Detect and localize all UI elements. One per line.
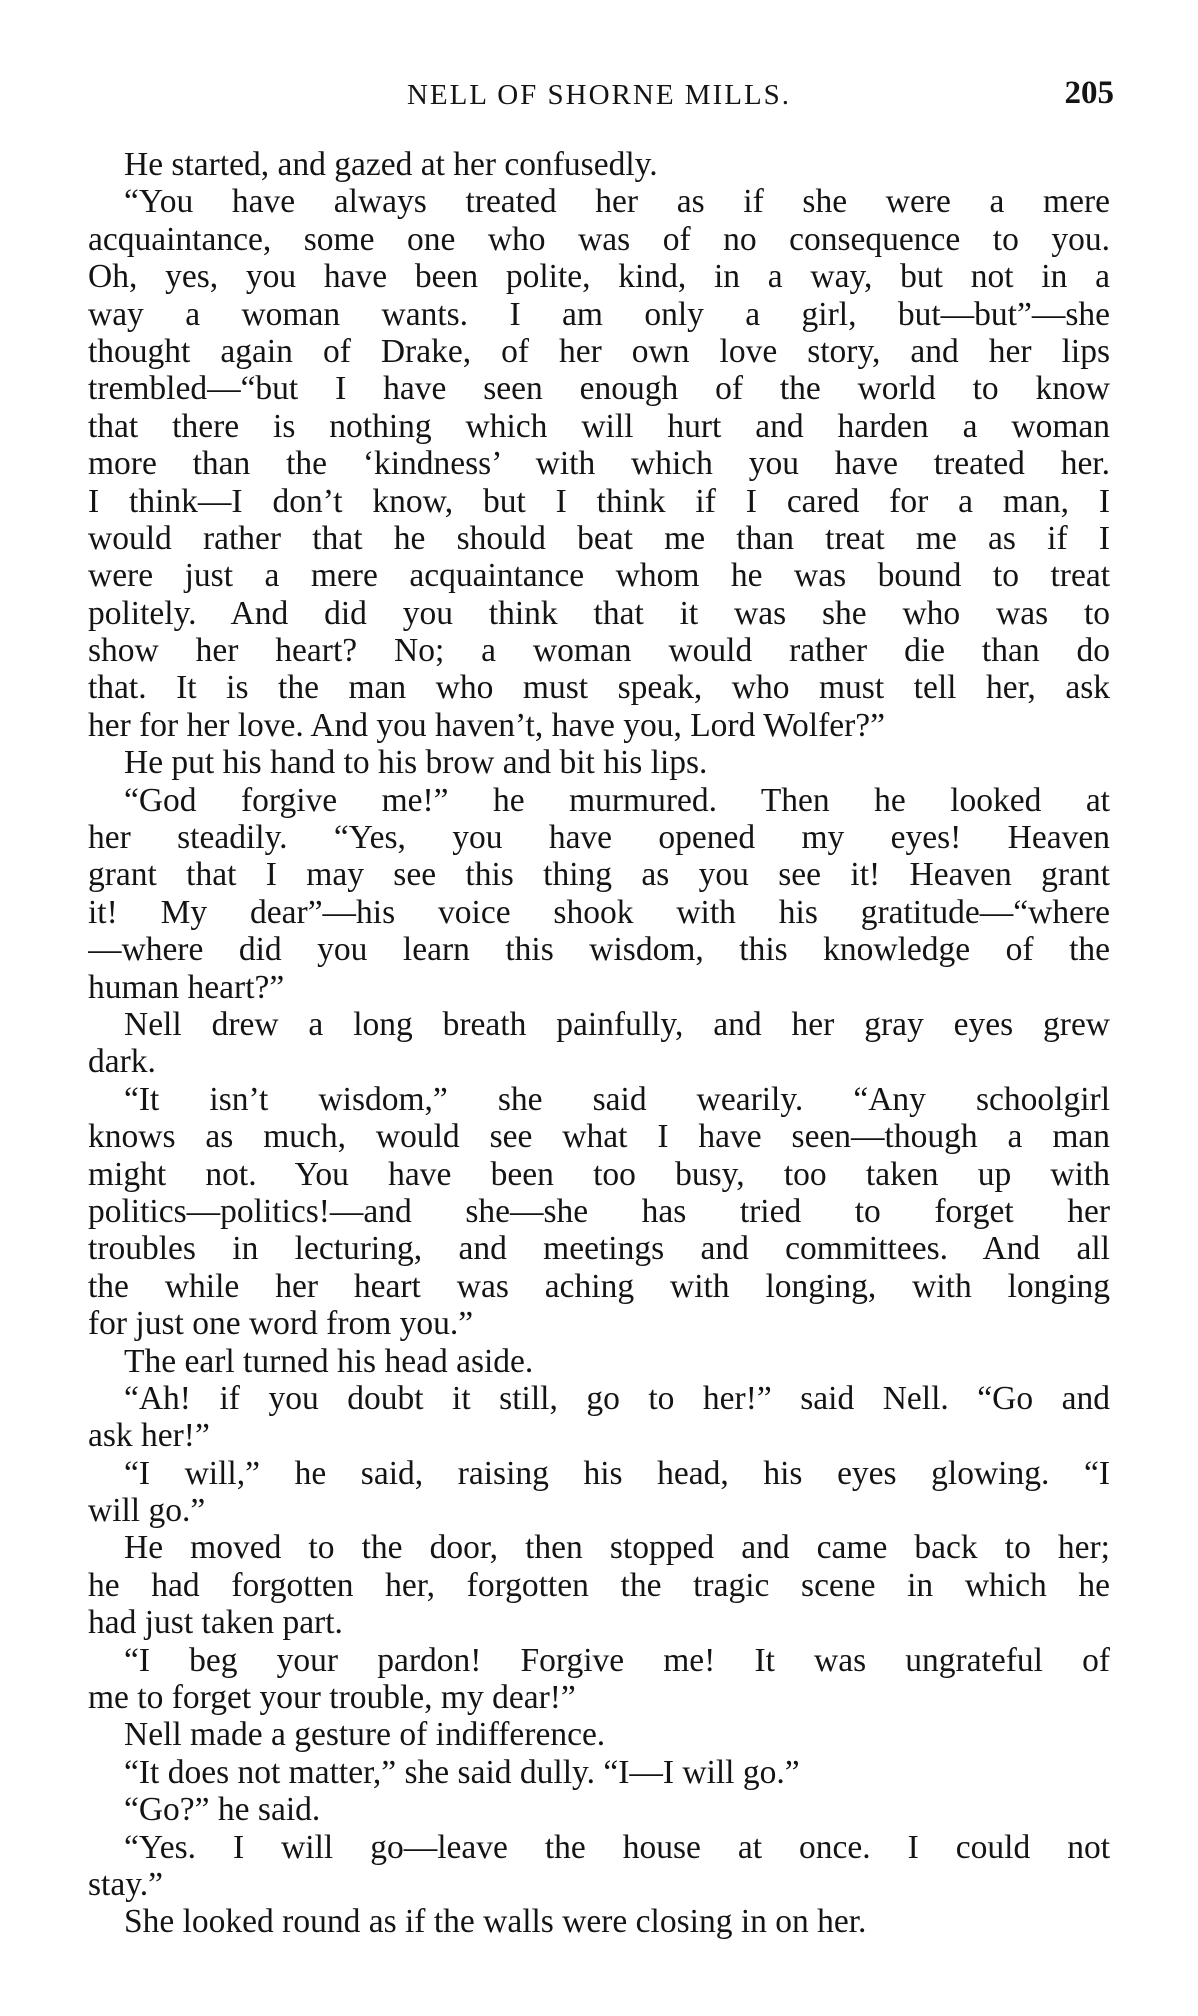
text-line: will go.”: [88, 1492, 206, 1530]
text-line: way a woman wants. I am only a girl, but—but”—she: [88, 295, 1110, 333]
text-line: Oh, yes, you have been polite, kind, in a way, but not in a: [88, 258, 1110, 296]
text-line: were just a mere acquaintance whom he was bound to treat: [88, 557, 1110, 595]
text-line: knows as much, would see what I have seen—though a man: [88, 1118, 1110, 1156]
text-line: her steadily. “Yes, you have opened my eyes! Heaven: [88, 819, 1110, 857]
text-line: that there is nothing which will hurt and harden a woman: [88, 407, 1110, 445]
text-line: would rather that he should beat me than treat me as if I: [88, 519, 1110, 557]
text-line: Nell drew a long breath painfully, and her gray eyes grew: [124, 1005, 1110, 1043]
text-line: human heart?”: [88, 968, 285, 1006]
text-line: troubles in lecturing, and meetings and committees. And all: [88, 1230, 1110, 1268]
text-line: “It isn’t wisdom,” she said wearily. “Any schoolgirl: [124, 1080, 1110, 1118]
text-line: acquaintance, some one who was of no consequence to you.: [88, 220, 1110, 258]
running-title: NELL OF SHORNE MILLS.: [406, 79, 792, 111]
body-text: [88, 146, 1110, 1941]
text-line: “It does not matter,” she said dully. “I—I will go.”: [124, 1753, 800, 1791]
text-line: “You have always treated her as if she were a mere: [124, 183, 1110, 221]
page-number: 205: [1064, 75, 1114, 111]
text-line: “God forgive me!” he murmured. Then he looked at: [124, 781, 1110, 819]
text-line: grant that I may see this thing as you see it! Heaven grant: [88, 856, 1110, 894]
text-line: He put his hand to his brow and bit his lips.: [124, 744, 708, 782]
text-line: ask her!”: [88, 1417, 210, 1455]
text-line: “I beg your pardon! Forgive me! It was ungrateful of: [124, 1641, 1110, 1679]
text-line: —where did you learn this wisdom, this knowledge of the: [88, 931, 1110, 969]
text-line: stay.”: [88, 1865, 164, 1903]
text-line: trembled—“but I have seen enough of the world to know: [88, 370, 1110, 408]
text-line: I think—I don’t know, but I think if I cared for a man, I: [88, 482, 1110, 520]
text-line: thought again of Drake, of her own love story, and her lips: [88, 332, 1110, 370]
text-line: He moved to the door, then stopped and came back to her;: [124, 1529, 1110, 1567]
text-line: it! My dear”—his voice shook with his gratitude—“where: [88, 893, 1110, 931]
text-line: “Ah! if you doubt it still, go to her!” said Nell. “Go and: [124, 1379, 1110, 1417]
text-line: Nell made a gesture of indifference.: [124, 1716, 606, 1754]
text-line: that. It is the man who must speak, who must tell her, ask: [88, 669, 1110, 707]
text-line: She looked round as if the walls were closing in on her.: [124, 1903, 867, 1941]
text-line: “I will,” he said, raising his head, his eyes glowing. “I: [124, 1454, 1110, 1492]
text-line: had just taken part.: [88, 1604, 343, 1642]
text-line: dark.: [88, 1043, 156, 1081]
text-line: her for her love. And you haven’t, have you, Lord Wolfer?”: [88, 706, 886, 744]
text-line: for just one word from you.”: [88, 1305, 474, 1343]
page-header: [0, 75, 1198, 115]
text-line: more than the ‘kindness’ with which you have treated her.: [88, 445, 1110, 483]
text-line: the while her heart was aching with longing, with longing: [88, 1267, 1110, 1305]
text-line: might not. You have been too busy, too taken up with: [88, 1155, 1110, 1193]
text-line: he had forgotten her, forgotten the tragic scene in which he: [88, 1566, 1110, 1604]
text-line: me to forget your trouble, my dear!”: [88, 1679, 576, 1717]
text-line: “Yes. I will go—leave the house at once. I could not: [124, 1828, 1110, 1866]
text-line: He started, and gazed at her confusedly.: [124, 146, 658, 183]
text-line: politics—politics!—and she—she has tried to forget her: [88, 1192, 1110, 1230]
text-line: “Go?” he said.: [124, 1791, 321, 1829]
text-line: The earl turned his head aside.: [124, 1342, 534, 1380]
text-line: show her heart? No; a woman would rather die than do: [88, 632, 1110, 670]
text-line: politely. And did you think that it was she who was to: [88, 594, 1110, 632]
